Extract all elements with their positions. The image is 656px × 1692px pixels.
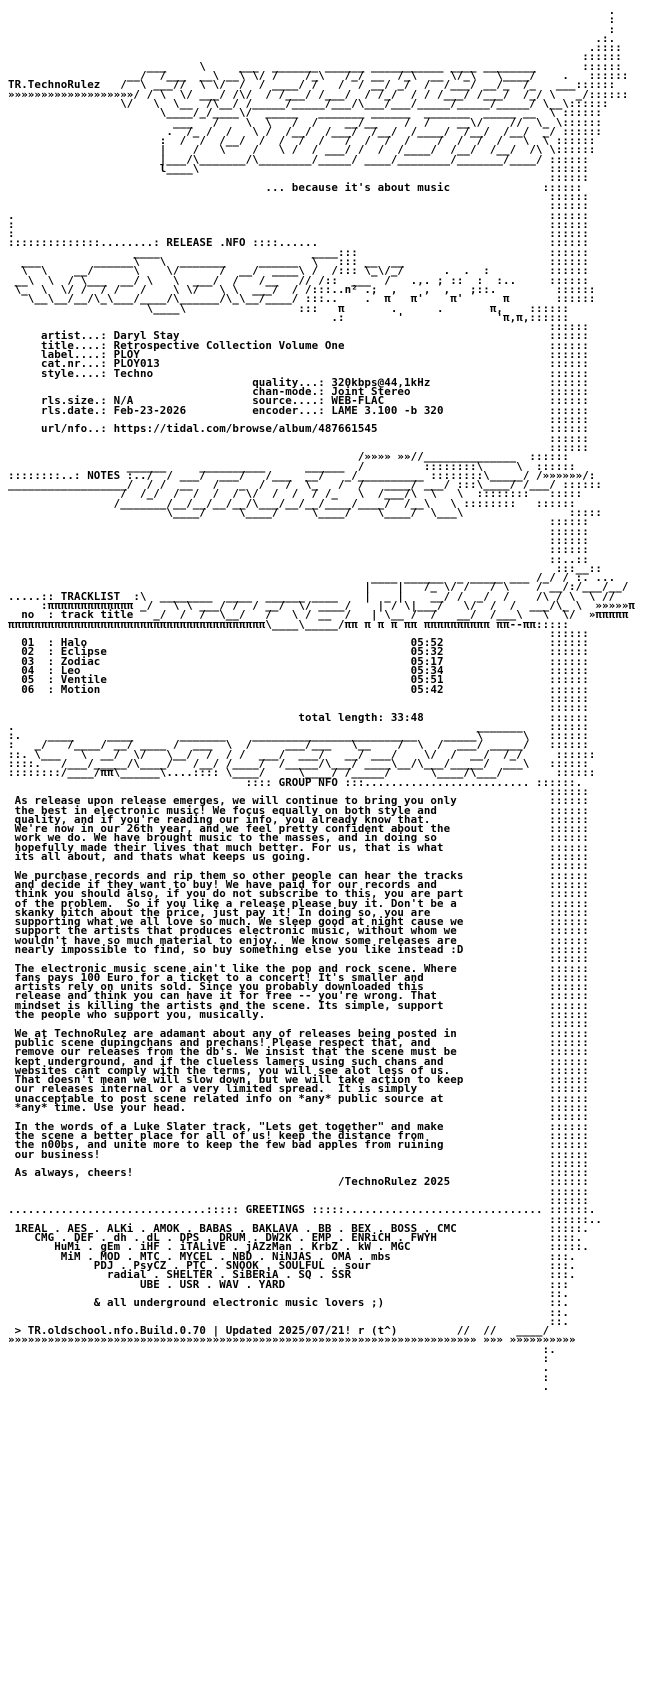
nfo-text: . : : .:. .:::: :::::: ___ \ ___ _______ ______ ___________ ____ ________ :::::: __/ /___ __\ __\ \/ / /_\ /_/ __ /_\ __ \/_\ \____/ . :::::: TR.TechnoRulez / \ ___// \ \/ / / ____/ / / / __/ _/ / /___/ __/_ /_ ___:::::: »»»»»»»»»»»»»»»»»»»/ / \ \/ ___/ /\/ / /___/ /___/ / /_/ / / /___/ /___/ /_/ \ _/:::::: \/ \ \__ /\__/ /_____/_____/___/\___/___/_____/_____/_____/ \__\:::::: \____/_/____\/ _____ _______ ______ _______ _____ __ \ :::::: ___ / \ \ / / __/__ / / __\/ // \_ \:::::: . /_ / / \ / /__/ /___/ /__/ /____/ /__/ /__/ _/ :::::: : / / /__/ / / / / / / / / / / / / \ \ :::::: | / \ / \ / / ___/ / / /____/ /__/ /__/ /\ \:::::: |___/\_______/\________/_____/ ____/________/_______/____/ :::::: l____\ :::::: :::::: ... because it's about music :::::: :::::: :::::: . :::::: : :::::: : :::::: ::::::::::::::........: RELEASE .NFO ::::...... :::::: ____ ____::: :::::: ___ ______\ \ _______ ______ \ ::: __ __ :::::: \ \ __/ \ \/ / __/ ____\ / /::: \_\/_/ . . : :::::: __\ \ / \___ __/ \ \ ___/ / /__ // /:: ___ / .,. ; :: : :.. :::::: \_ \ \/ / / / / \ \/ \ \ ___/ / /:::..n² .; , , , ;::. :::::: \__\__/__/\_\___/____/\______/\_\__/____/ :::.. . π π' π' π :::::: \____\ ::: π . . π, :::::: .: ' 'π,π,:::::: :::::: artist...: Daryl Stay :::::: title....: Retrospective Collection Volume One :::::: label....: PLOY :::::: cat.nr...: PLOY013 :::::: style....: Techno :::::: quality...: 320kbps@44,1kHz :::::: chan-mode.: Joint Stereo :::::: rls.size.: N/A source....: WEB-FLAC :::::: rls.date.: Feb-23-2026 encoder...: LAME 3.100 -b 320 :::::: :::::: url/nfo..: https://tidal.com/browse/album/487661545 :::::: :::::: :::::: /»»»» »»//______________ :::::: ______ __________ ______ / ::::::::\ \ :::::: ::::::::..: NOTES :../ / ___/ ___/ /___ __/ _/__________ ::::::::\_____/ /»»»»»»/: __________________/ / / __ / _ / / \_ / / ____/ ___/ :::\____/ /___/ :::::: / /_/ / / / / \/ / / / /_ \ /___/\ \ \ :::::::: ::::: /_______/__/__/__/__/\___/__/__/____/____/ /__\ \ :::::::: :::::: \____/ \____/ \____/ \____/ \___\ ::::: :::::: :::::: :::::: :::::: ::..:: :::__:: ____ ______ _ _____ ___ /_/ / :. ... | | /_ \/ / / \ / __/:/___/__/ .....:: TRACKLIST :\ ________ ____ ______ ____ | _ | __/ / _/ / /\ / \ \ // :πππππππππππππ _/ \ \ ___/ / / __/ \/ ____/ | / \|___/ \/ / / ___/\_ \ »»»»»π no : track title _/ / / \__/ / \ / __ / | \__ / / __/ /___\ \ \/ »πππππ πππππππππππππππππππππππππππππππππππππππ\____\_____/ππ π π π ππ ππππππππππ ππ--ππ::::: :::::: 01 : Halo 05:52 :::::: 02 : Eclipse 05:32 :::::: 03 : Zodiac 05:17 :::::: 04 : Leo 05:34 :::::: 05 : Ventile 05:51 :::::: 06 : Motion 05:42 :::::: :::::: :::::: total length: 33:48 :::::: . _______ :::::: :. ____ ____ _______ _________________________ _____\ \ :::::: : _/ /____/ __/ ____ / ___ \ / ___/___ \__ / \ / ___/ _____/ :::::: ::. \___ \ __/ \/ \__/ / / / ___/ ___/ __/ ___/ \/ / __/ /_/ :::::: ::::. /___/_____/\____/ /__/ /____/ /_____/\___/ ____\__/\___/_____/ ___\ :::::: ::::::::/____/ππ\______\....:::: \____/ \____/ /_____/ \____/\___/ :::::: :::: GROUP NFO :::......................... ::::::. :::::: As release upon release emerges, we will continue to bring you only :::::: the best in electronic music! We focus equally on both style and :::::: quality, and if you're reading our info, you already know that. :::::: We're now in our 26th year, and we feel pretty confident about the :::::: work we do. We have brought music to the masses, and in doing so :::::: hopefully made their lives that much better. For us, that is what :::::: its all about, and thats what keeps us going. :::::: :::::: We purchase records and rip them so other people can hear the tracks :::::: and decide if they want to buy! We have paid for our records and :::::: think you should also, if you do not subscribe to this, you are part :::::: of the problem. So if you like a release please buy it. Don't be a :::::: skanky bitch about the price, just pay it! In doing so, you are :::::: supporting what we all love so much. We sleep good at night cause we :::::: support the artists that produces electronic music, without whom we :::::: wouldn't have so much material to enjoy. We know some releases are :::::: nearly impossible to find, so buy something else you like instead :D :::::: :::::: The electronic music scene ain't like the pop and rock scene. Where :::::: fans pays 100 Euro for a ticket to a concert! It's smaller and :::::: artists rely on units sold. Since you probably downloaded this :::::: release and think you can have it for free -- you're wrong. That :::::: mindset is killing the artists and the scene. Its simple, support :::::: the people who support you, musically. :::::: :::::: We at TechnoRulez are adamant about any of releases being posted in :::::: public scene dupingchans and prechans! Please respect that, and :::::: remove our releases from the db's. We insist that the scene must be :::::: kept underground, and if the clueless lamers using such chans and :::::: websites cant comply with the terms, you will see alot less of us. :::::: That doesn't mean we will slow down, but we will take action to keep :::::: our releases internal or a very limited spread. It is simply :::::: unacceptable to post scene related info on *any* public source at :::::: *any* time. Use your head. :::::: :::::: In the words of a Luke Slater track, "Lets get together" and make :::::: the scene a better place for all of us! keep the distance from :::::: the n00bs, and unite more to keep the few bad apples from ruining :::::: our business! :::::: :::::: As always, cheers! :::::: /TechnoRulez 2025 :::::: :::::: :::::: ..............................::::: GREETINGS :::::.............................. ::::::. ::::::.. 1REAL . AES . ALKi . AMOK . BABAS . BAKLAVA . BB . BEX . BOSS . CMC :::::. CMG . DEF . dh . dL . DPS . DRUM . DW2K . EMP . ENRiCH . FWYH ::::. HuMi . gEm . iHF . iTALiVE . jAZzMan . KrbZ . kW . MGC :::::. MiM . MOD . MTC . MYCEL . NBD . NiNJAS . OMA . mbs :::. PDJ . PsyCZ . PTC . SNOOK . SOULFUL . sour :::. radial . SHELTER . SiBERiA . SQ . SSR :::. UBE . USR . WAV . YARD ::: ::. & all underground electronic music lovers ;) ::. ::. ::. > TR.oldschool.nfo.Build.0.70 | Updated 2025/07/21! r (t^) // // ____/ »»»»»»»»»»»»»»»»»»»»»»»»»»»»»»»»»»»»»»»»»»»»»»»»»»»»»»»»»»»»»»»»»»»»»»» »»» »»»»»»»»»» :. : . : . <box>8 6 636 1393</box>
nfo-document <box>0 6 656 1692</box>
